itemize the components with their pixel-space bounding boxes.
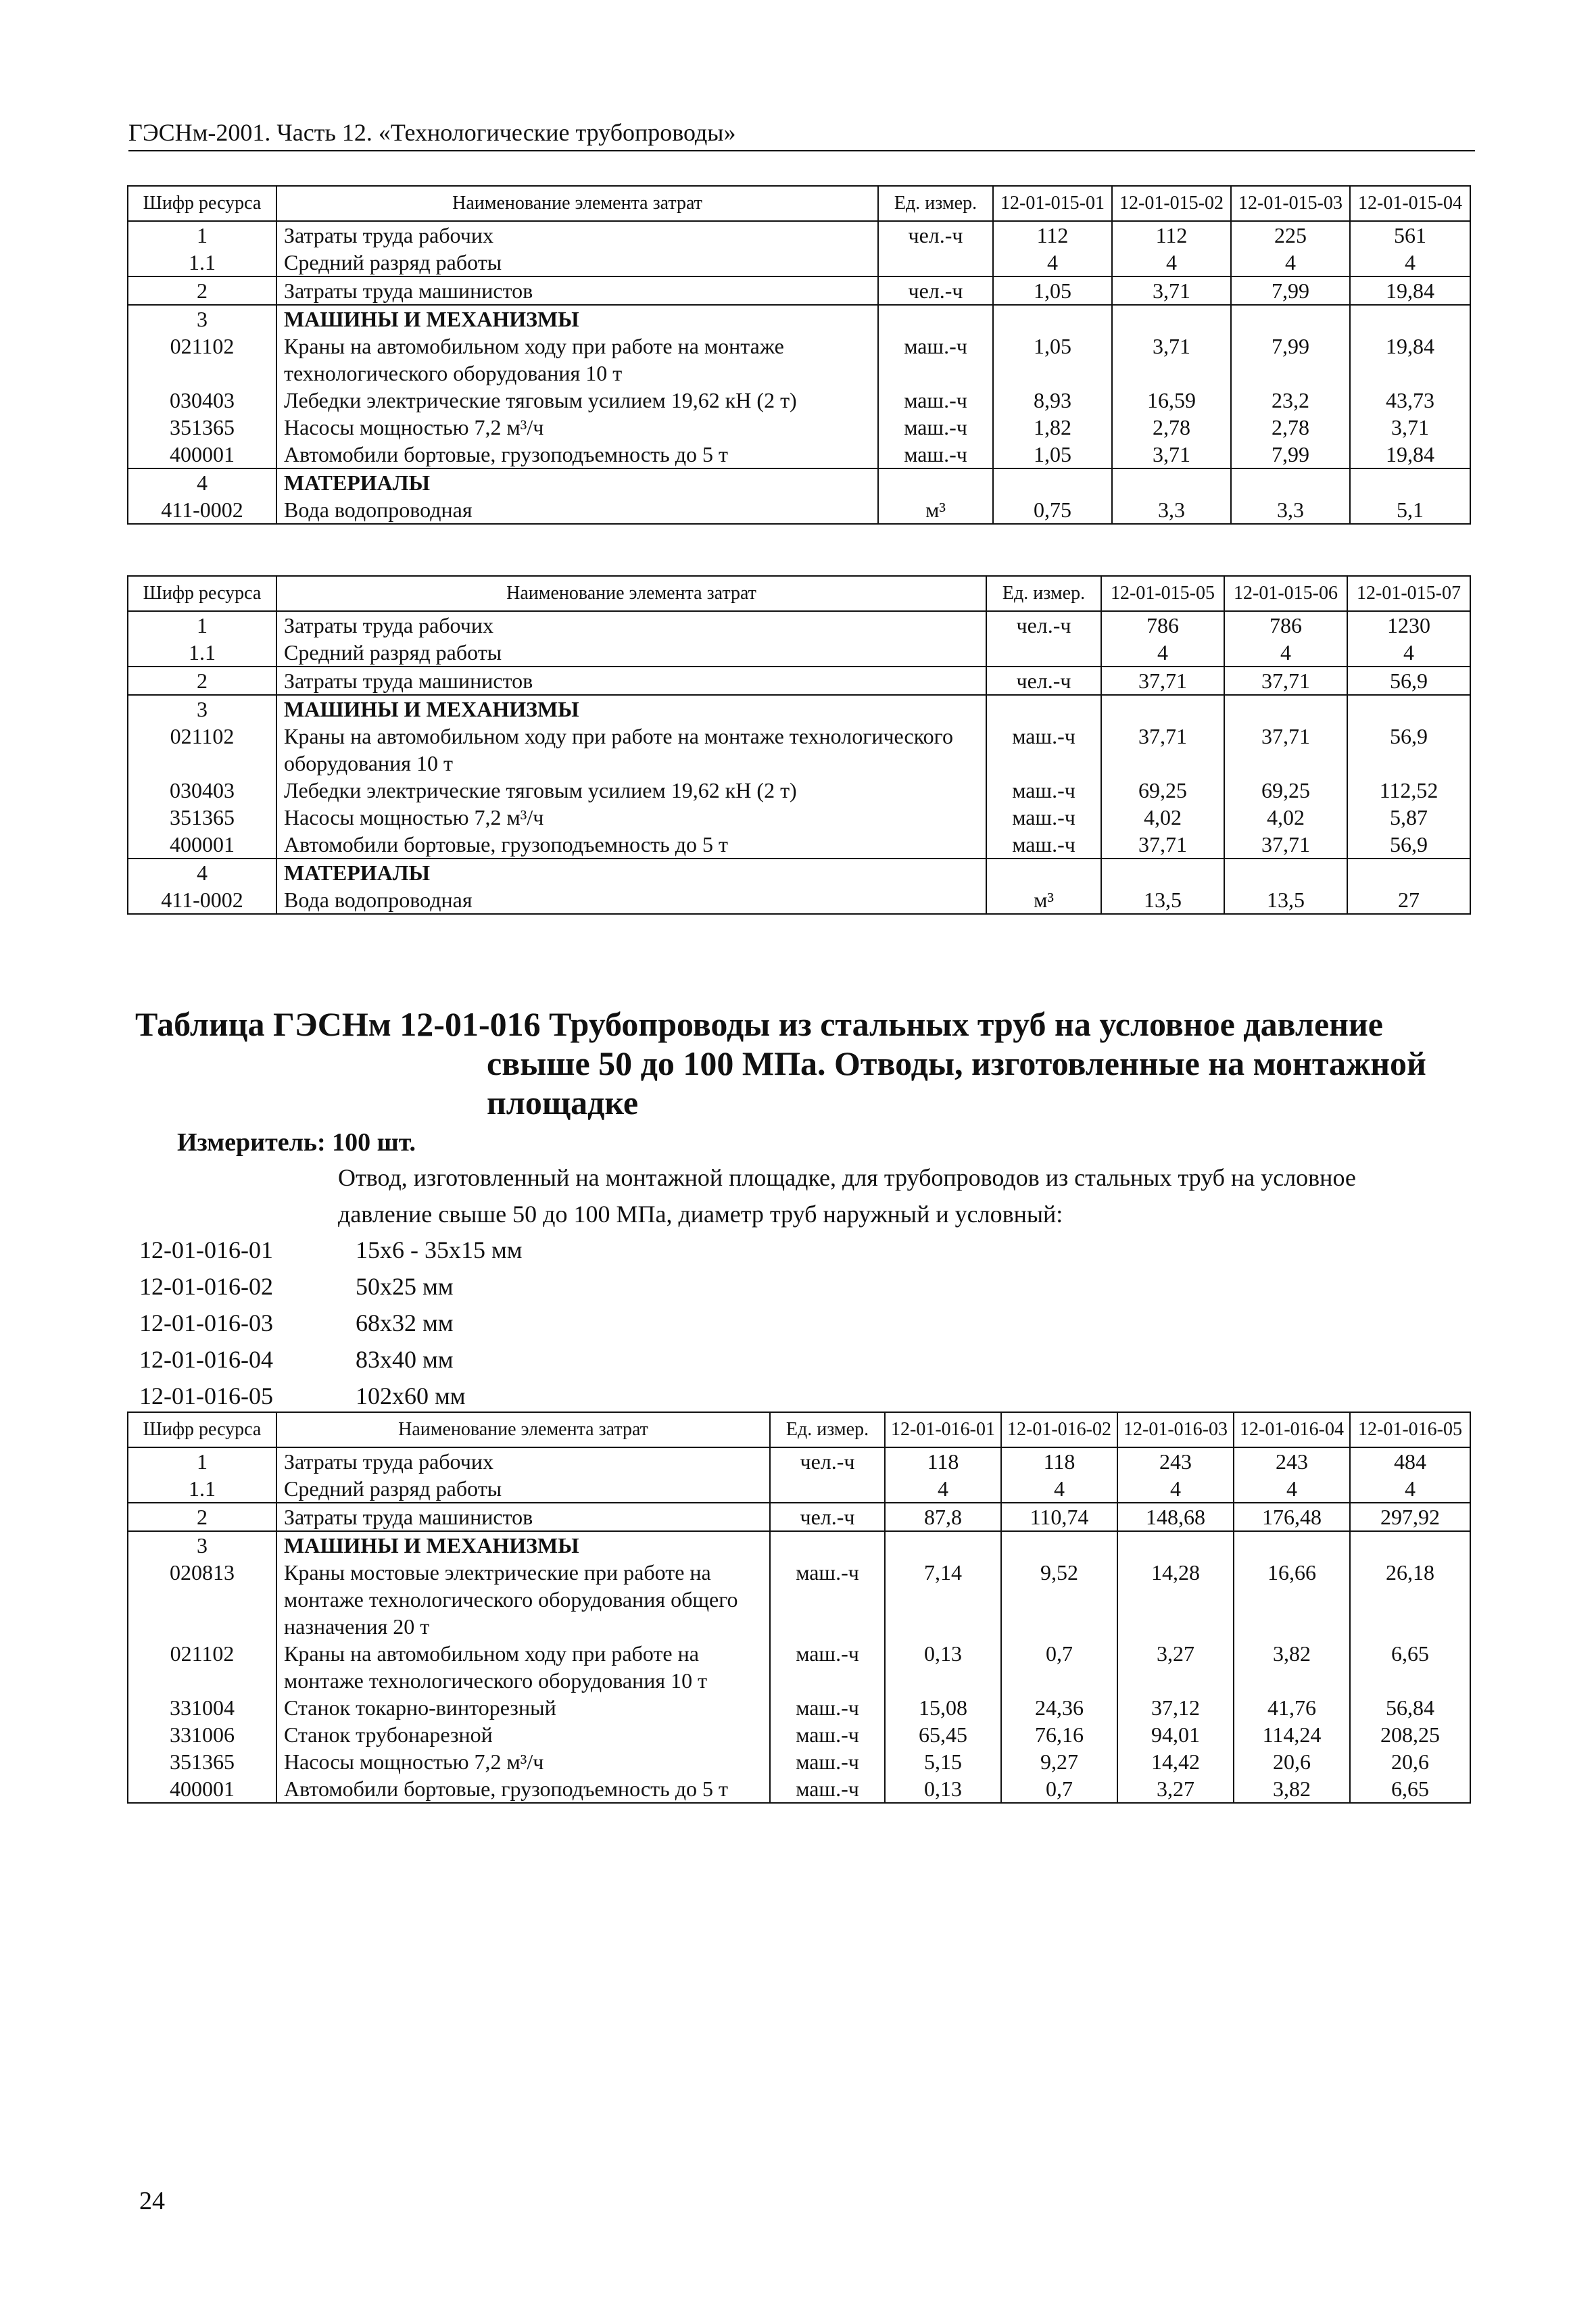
cell-name: Насосы мощностью 7,2 м³/ч: [276, 804, 986, 831]
header-unit: Ед. измер.: [770, 1412, 885, 1447]
cell-name: Краны на автомобильном ходу при работе на монтаже технологического оборудования 10 т: [276, 333, 878, 387]
code-list: [139, 1232, 523, 1414]
table-row: [128, 777, 1470, 804]
cell-unit: маш.-ч: [986, 804, 1101, 831]
cell-unit: [770, 1475, 885, 1503]
cell-value: 112: [993, 221, 1112, 249]
cell-value: 4: [1001, 1475, 1117, 1503]
table-row: [128, 496, 1470, 524]
header-norm-code: 12-01-016-01: [885, 1412, 1001, 1447]
cell-code: 021102: [128, 333, 276, 387]
cell-name: Насосы мощностью 7,2 м³/ч: [276, 414, 878, 441]
cell-code: 1: [128, 221, 276, 249]
table-row: [128, 1748, 1470, 1775]
cell-value: 297,92: [1350, 1503, 1470, 1531]
cell-value: 13,5: [1101, 886, 1224, 914]
cell-value: 0,7: [1001, 1640, 1117, 1694]
cell-code: 400001: [128, 831, 276, 859]
table-row: [128, 414, 1470, 441]
header-norm-code: 12-01-015-02: [1112, 186, 1231, 221]
cell-name: МАШИНЫ И МЕХАНИЗМЫ: [276, 1531, 770, 1559]
cell-value: 69,25: [1224, 777, 1347, 804]
table-row: [128, 1775, 1470, 1803]
cell-value: 19,84: [1350, 441, 1470, 468]
table-row: [128, 695, 1470, 723]
table-row: [128, 1447, 1470, 1475]
cell-unit: маш.-ч: [770, 1775, 885, 1803]
cell-name: Краны на автомобильном ходу при работе на монтаже технологического оборудования 10 т: [276, 1640, 770, 1694]
cell-unit: маш.-ч: [770, 1694, 885, 1721]
cell-value: 148,68: [1117, 1503, 1234, 1531]
cell-code: 021102: [128, 723, 276, 777]
resource-table-015-05-07: [127, 575, 1471, 915]
cell-unit: м³: [986, 886, 1101, 914]
cell-value: 786: [1224, 611, 1347, 639]
header-norm-code: 12-01-015-05: [1101, 576, 1224, 611]
table-row: [128, 1531, 1470, 1559]
cell-value: 1230: [1347, 611, 1470, 639]
cell-name: Затраты труда рабочих: [276, 611, 986, 639]
cell-value: 4: [1350, 1475, 1470, 1503]
cell-name: МАШИНЫ И МЕХАНИЗМЫ: [276, 695, 986, 723]
cell-unit: маш.-ч: [878, 333, 993, 387]
cell-unit: маш.-ч: [878, 414, 993, 441]
table-row: [128, 611, 1470, 639]
code-list-item: [139, 1268, 523, 1305]
cell-name: Краны на автомобильном ходу при работе на монтаже технологического оборудования 10 т: [276, 723, 986, 777]
cell-value: 37,71: [1224, 723, 1347, 777]
cell-unit: маш.-ч: [878, 441, 993, 468]
cell-unit: [986, 859, 1101, 886]
table-row: [128, 305, 1470, 333]
cell-value: [1347, 859, 1470, 886]
cell-value: 243: [1234, 1447, 1350, 1475]
section-title-line-3: площадке: [487, 1084, 639, 1121]
cell-value: 7,99: [1231, 441, 1350, 468]
code-list-item: [139, 1232, 523, 1268]
page-number: 24: [139, 2187, 165, 2215]
cell-value: 7,14: [885, 1559, 1001, 1640]
cell-code: 1.1: [128, 249, 276, 276]
cell-unit: маш.-ч: [986, 777, 1101, 804]
cell-value: 37,71: [1101, 831, 1224, 859]
header-norm-code: 12-01-016-02: [1001, 1412, 1117, 1447]
cell-name: Автомобили бортовые, грузоподъемность до 5 т: [276, 441, 878, 468]
header-unit: Ед. измер.: [986, 576, 1101, 611]
cell-unit: маш.-ч: [986, 723, 1101, 777]
cell-name: Затраты труда машинистов: [276, 276, 878, 305]
cell-unit: маш.-ч: [770, 1640, 885, 1694]
cell-value: 7,99: [1231, 276, 1350, 305]
cell-name: Средний разряд работы: [276, 1475, 770, 1503]
cell-value: 4: [1101, 639, 1224, 667]
cell-value: 0,13: [885, 1640, 1001, 1694]
header-norm-code: 12-01-015-01: [993, 186, 1112, 221]
header-norm-code: 12-01-015-04: [1350, 186, 1470, 221]
header-norm-code: 12-01-015-03: [1231, 186, 1350, 221]
table-row: [128, 859, 1470, 886]
cell-unit: [878, 468, 993, 496]
code-list-code: 12-01-016-02: [139, 1273, 273, 1300]
cell-code: 2: [128, 276, 276, 305]
cell-code: 331006: [128, 1721, 276, 1748]
cell-value: [1101, 859, 1224, 886]
cell-unit: чел.-ч: [878, 221, 993, 249]
cell-code: 3: [128, 1531, 276, 1559]
cell-name: Насосы мощностью 7,2 м³/ч: [276, 1748, 770, 1775]
cell-value: [993, 468, 1112, 496]
code-list-text: 68х32 мм: [356, 1309, 454, 1336]
cell-code: 1: [128, 1447, 276, 1475]
cell-value: 4: [885, 1475, 1001, 1503]
cell-value: 0,13: [885, 1775, 1001, 1803]
cell-code: 1.1: [128, 639, 276, 667]
cell-unit: м³: [878, 496, 993, 524]
cell-value: 3,71: [1350, 414, 1470, 441]
cell-name: Лебедки электрические тяговым усилием 19,62 кН (2 т): [276, 387, 878, 414]
cell-value: 110,74: [1001, 1503, 1117, 1531]
cell-value: [1224, 695, 1347, 723]
cell-unit: [770, 1531, 885, 1559]
cell-value: 19,84: [1350, 276, 1470, 305]
cell-code: 021102: [128, 1640, 276, 1694]
cell-value: 5,87: [1347, 804, 1470, 831]
cell-code: 1: [128, 611, 276, 639]
cell-value: 20,6: [1350, 1748, 1470, 1775]
section-description: Отвод, изготовленный на монтажной площадке, для трубопроводов из стальных труб на условное давление свыше 50 до 100 МПа, диаметр труб наружный и условный:: [338, 1164, 1356, 1228]
cell-value: 484: [1350, 1447, 1470, 1475]
cell-value: 1,05: [993, 441, 1112, 468]
cell-name: Автомобили бортовые, грузоподъемность до 5 т: [276, 1775, 770, 1803]
cell-name: Средний разряд работы: [276, 249, 878, 276]
cell-value: 6,65: [1350, 1640, 1470, 1694]
cell-name: Затраты труда машинистов: [276, 667, 986, 695]
cell-unit: маш.-ч: [878, 387, 993, 414]
cell-value: 20,6: [1234, 1748, 1350, 1775]
cell-value: 3,3: [1231, 496, 1350, 524]
cell-value: 37,71: [1101, 723, 1224, 777]
resource-table-016: [127, 1412, 1471, 1804]
cell-value: 3,71: [1112, 276, 1231, 305]
cell-value: [1350, 468, 1470, 496]
cell-value: 56,9: [1347, 667, 1470, 695]
cell-code: 351365: [128, 804, 276, 831]
cell-value: 243: [1117, 1447, 1234, 1475]
code-list-code: 12-01-016-04: [139, 1346, 273, 1373]
cell-code: 020813: [128, 1559, 276, 1640]
cell-value: [1231, 468, 1350, 496]
cell-code: 351365: [128, 414, 276, 441]
cell-value: [1231, 305, 1350, 333]
cell-value: [1350, 1531, 1470, 1559]
cell-unit: чел.-ч: [878, 276, 993, 305]
cell-value: [1234, 1531, 1350, 1559]
cell-value: 37,71: [1101, 667, 1224, 695]
cell-unit: чел.-ч: [770, 1447, 885, 1475]
cell-value: 3,71: [1112, 441, 1231, 468]
cell-value: 3,3: [1112, 496, 1231, 524]
cell-unit: маш.-ч: [986, 831, 1101, 859]
cell-value: [1101, 695, 1224, 723]
code-list-code: 12-01-016-03: [139, 1309, 273, 1336]
cell-value: 27: [1347, 886, 1470, 914]
cell-unit: [986, 695, 1101, 723]
cell-code: 351365: [128, 1748, 276, 1775]
code-list-code: 12-01-016-01: [139, 1236, 273, 1263]
cell-value: 3,71: [1112, 333, 1231, 387]
table-row: [128, 804, 1470, 831]
code-list-code: 12-01-016-05: [139, 1382, 273, 1409]
cell-code: 030403: [128, 387, 276, 414]
cell-value: 176,48: [1234, 1503, 1350, 1531]
cell-code: 4: [128, 859, 276, 886]
table-row: [128, 667, 1470, 695]
header-code: Шифр ресурса: [128, 186, 276, 221]
header-norm-code: 12-01-016-05: [1350, 1412, 1470, 1447]
cell-value: [1350, 305, 1470, 333]
cell-unit: чел.-ч: [986, 611, 1101, 639]
cell-unit: маш.-ч: [770, 1721, 885, 1748]
cell-value: [1224, 859, 1347, 886]
table-row: [128, 276, 1470, 305]
cell-value: 4: [1231, 249, 1350, 276]
cell-value: 3,82: [1234, 1640, 1350, 1694]
cell-value: 225: [1231, 221, 1350, 249]
cell-name: Станок токарно-винторезный: [276, 1694, 770, 1721]
cell-value: 9,27: [1001, 1748, 1117, 1775]
code-list-text: 15х6 - 35х15 мм: [356, 1236, 523, 1263]
table-header-row: [128, 186, 1470, 221]
table-row: [128, 249, 1470, 276]
cell-value: 3,27: [1117, 1775, 1234, 1803]
cell-value: 114,24: [1234, 1721, 1350, 1748]
cell-name: Средний разряд работы: [276, 639, 986, 667]
cell-value: [1347, 695, 1470, 723]
cell-value: 56,9: [1347, 723, 1470, 777]
cell-unit: маш.-ч: [770, 1559, 885, 1640]
cell-value: 43,73: [1350, 387, 1470, 414]
cell-value: 112,52: [1347, 777, 1470, 804]
cell-value: 5,15: [885, 1748, 1001, 1775]
cell-name: Затраты труда рабочих: [276, 1447, 770, 1475]
cell-value: 2,78: [1231, 414, 1350, 441]
cell-value: 76,16: [1001, 1721, 1117, 1748]
table-row: [128, 221, 1470, 249]
table-row: [128, 1559, 1470, 1640]
header-norm-code: 12-01-016-03: [1117, 1412, 1234, 1447]
cell-value: [1117, 1531, 1234, 1559]
header-code: Шифр ресурса: [128, 576, 276, 611]
cell-value: 1,05: [993, 276, 1112, 305]
cell-value: 13,5: [1224, 886, 1347, 914]
code-list-item: [139, 1341, 523, 1378]
cell-value: 69,25: [1101, 777, 1224, 804]
section-title: [135, 1005, 1474, 1122]
cell-value: 4,02: [1224, 804, 1347, 831]
cell-value: 23,2: [1231, 387, 1350, 414]
cell-value: 24,36: [1001, 1694, 1117, 1721]
code-list-item: [139, 1305, 523, 1341]
cell-name: МАШИНЫ И МЕХАНИЗМЫ: [276, 305, 878, 333]
cell-name: МАТЕРИАЛЫ: [276, 859, 986, 886]
header-unit: Ед. измер.: [878, 186, 993, 221]
cell-name: Лебедки электрические тяговым усилием 19,62 кН (2 т): [276, 777, 986, 804]
code-list-text: 102х60 мм: [356, 1382, 466, 1409]
cell-value: 1,82: [993, 414, 1112, 441]
cell-code: 411-0002: [128, 886, 276, 914]
table-row: [128, 387, 1470, 414]
cell-value: 37,71: [1224, 831, 1347, 859]
cell-value: [993, 305, 1112, 333]
cell-value: 4: [1117, 1475, 1234, 1503]
section-title-line-1: Таблица ГЭСНм 12-01-016 Трубопроводы из стальных труб на условное давление: [135, 1005, 1383, 1043]
table-row: [128, 1640, 1470, 1694]
cell-value: 9,52: [1001, 1559, 1117, 1640]
table-row: [128, 1721, 1470, 1748]
cell-value: 112: [1112, 221, 1231, 249]
cell-code: 400001: [128, 1775, 276, 1803]
table-header-row: [128, 576, 1470, 611]
cell-value: 2,78: [1112, 414, 1231, 441]
cell-value: [1112, 468, 1231, 496]
cell-code: 2: [128, 1503, 276, 1531]
cell-value: 3,82: [1234, 1775, 1350, 1803]
cell-value: 8,93: [993, 387, 1112, 414]
cell-value: 37,71: [1224, 667, 1347, 695]
cell-value: 7,99: [1231, 333, 1350, 387]
cell-value: 1,05: [993, 333, 1112, 387]
cell-value: 16,66: [1234, 1559, 1350, 1640]
cell-value: 4: [1234, 1475, 1350, 1503]
table-header-row: [128, 1412, 1470, 1447]
cell-code: 2: [128, 667, 276, 695]
header-name: Наименование элемента затрат: [276, 576, 986, 611]
cell-value: 6,65: [1350, 1775, 1470, 1803]
cell-value: 14,28: [1117, 1559, 1234, 1640]
cell-code: 4: [128, 468, 276, 496]
cell-value: 87,8: [885, 1503, 1001, 1531]
cell-value: 41,76: [1234, 1694, 1350, 1721]
table-row: [128, 723, 1470, 777]
cell-value: 4: [1350, 249, 1470, 276]
section-title-line-2: свыше 50 до 100 МПа. Отводы, изготовленные на монтажной: [487, 1044, 1426, 1082]
cell-code: 400001: [128, 441, 276, 468]
cell-value: 26,18: [1350, 1559, 1470, 1640]
header-norm-code: 12-01-016-04: [1234, 1412, 1350, 1447]
table-row: [128, 1694, 1470, 1721]
cell-unit: [986, 639, 1101, 667]
cell-value: 56,9: [1347, 831, 1470, 859]
cell-value: [885, 1531, 1001, 1559]
cell-value: 118: [885, 1447, 1001, 1475]
cell-code: 3: [128, 695, 276, 723]
cell-code: 331004: [128, 1694, 276, 1721]
cell-value: 16,59: [1112, 387, 1231, 414]
cell-code: 1.1: [128, 1475, 276, 1503]
table-row: [128, 639, 1470, 667]
cell-value: 5,1: [1350, 496, 1470, 524]
cell-value: 65,45: [885, 1721, 1001, 1748]
cell-unit: чел.-ч: [986, 667, 1101, 695]
cell-value: 14,42: [1117, 1748, 1234, 1775]
cell-code: 411-0002: [128, 496, 276, 524]
table-row: [128, 886, 1470, 914]
cell-name: Вода водопроводная: [276, 496, 878, 524]
cell-code: 030403: [128, 777, 276, 804]
code-list-text: 50х25 мм: [356, 1273, 454, 1300]
cell-value: 4: [1112, 249, 1231, 276]
cell-value: 4: [993, 249, 1112, 276]
page-header: ГЭСНм-2001. Часть 12. «Технологические трубопроводы»: [128, 119, 1475, 151]
cell-value: [1001, 1531, 1117, 1559]
cell-value: 15,08: [885, 1694, 1001, 1721]
cell-unit: маш.-ч: [770, 1748, 885, 1775]
cell-value: 208,25: [1350, 1721, 1470, 1748]
cell-unit: [878, 249, 993, 276]
measure-unit: Измеритель: 100 шт.: [177, 1128, 416, 1157]
table-row: [128, 1503, 1470, 1531]
cell-name: МАТЕРИАЛЫ: [276, 468, 878, 496]
table-row: [128, 333, 1470, 387]
cell-value: 19,84: [1350, 333, 1470, 387]
cell-code: 3: [128, 305, 276, 333]
cell-name: Краны мостовые электрические при работе на монтаже технологического оборудования общего назначения 20 т: [276, 1559, 770, 1640]
cell-value: 786: [1101, 611, 1224, 639]
cell-value: 4,02: [1101, 804, 1224, 831]
cell-name: Затраты труда рабочих: [276, 221, 878, 249]
cell-value: 4: [1347, 639, 1470, 667]
table-row: [128, 1475, 1470, 1503]
cell-value: 0,75: [993, 496, 1112, 524]
cell-value: 118: [1001, 1447, 1117, 1475]
cell-value: [1112, 305, 1231, 333]
cell-value: 4: [1224, 639, 1347, 667]
cell-value: 561: [1350, 221, 1470, 249]
cell-unit: чел.-ч: [770, 1503, 885, 1531]
cell-value: 56,84: [1350, 1694, 1470, 1721]
header-norm-code: 12-01-015-07: [1347, 576, 1470, 611]
cell-name: Станок трубонарезной: [276, 1721, 770, 1748]
code-list-item: [139, 1378, 523, 1414]
cell-value: 94,01: [1117, 1721, 1234, 1748]
resource-table-015-01-04: [127, 185, 1471, 525]
cell-unit: [878, 305, 993, 333]
table-row: [128, 441, 1470, 468]
header-name: Наименование элемента затрат: [276, 186, 878, 221]
header-name: Наименование элемента затрат: [276, 1412, 770, 1447]
header-norm-code: 12-01-015-06: [1224, 576, 1347, 611]
cell-name: Автомобили бортовые, грузоподъемность до 5 т: [276, 831, 986, 859]
header-code: Шифр ресурса: [128, 1412, 276, 1447]
cell-name: Затраты труда машинистов: [276, 1503, 770, 1531]
cell-value: 3,27: [1117, 1640, 1234, 1694]
code-list-text: 83х40 мм: [356, 1346, 454, 1373]
cell-value: 0,7: [1001, 1775, 1117, 1803]
table-row: [128, 468, 1470, 496]
table-row: [128, 831, 1470, 859]
cell-name: Вода водопроводная: [276, 886, 986, 914]
cell-value: 37,12: [1117, 1694, 1234, 1721]
